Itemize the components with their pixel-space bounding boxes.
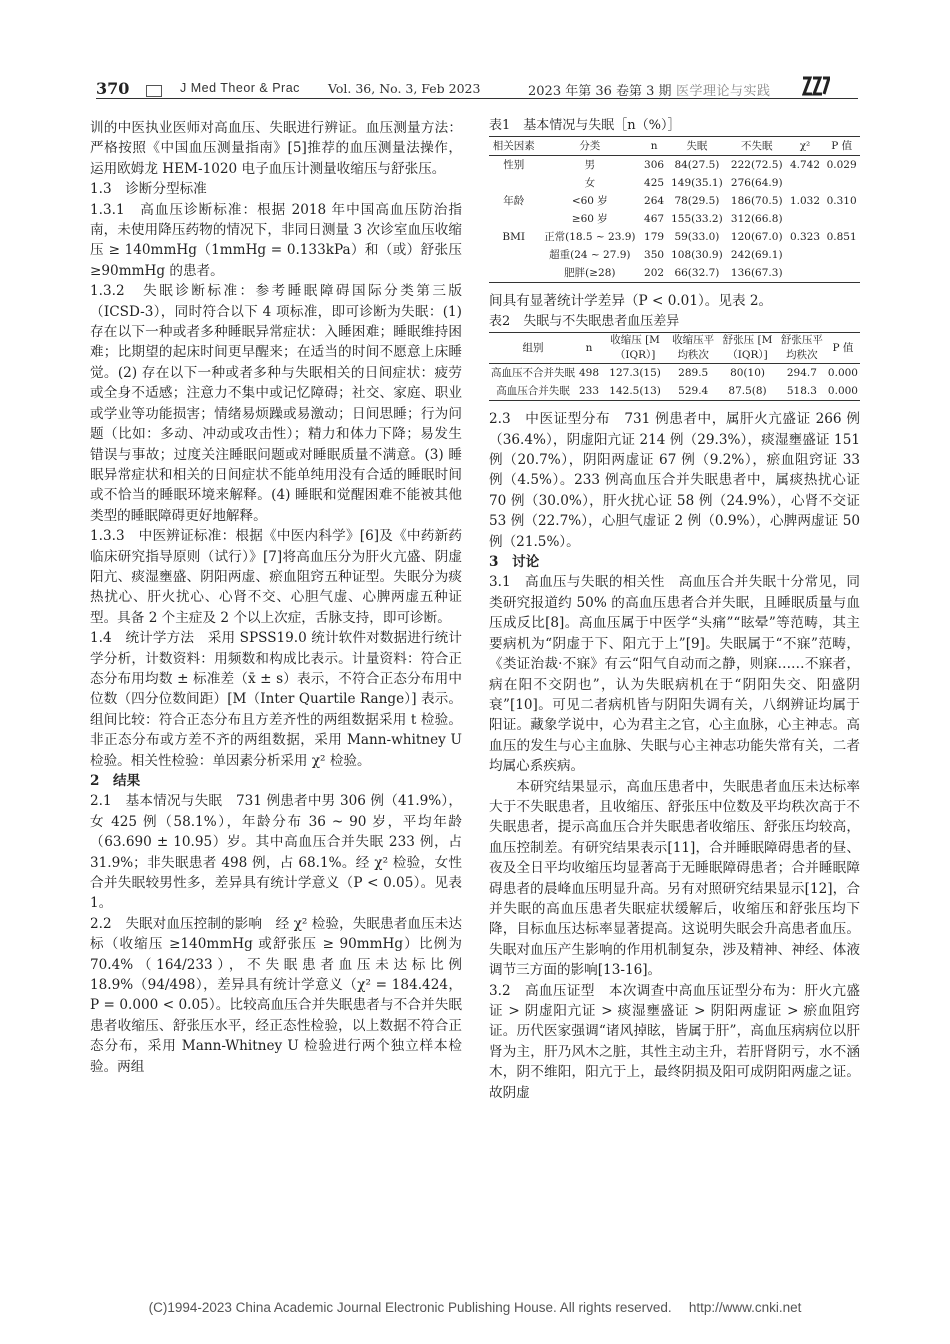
paragraph-bp-measure: 训的中医执业医师对高血压、失眠进行辨证。血压测量方法：严格按照《中国血压测量指南》[5]推荐的血压测量法操作，运用欧姆龙 HEM-1020 电子血压计测量收缩压与舒张压。 xyxy=(90,120,462,177)
running-header xyxy=(96,77,858,103)
table-cell: 312(66.8) xyxy=(730,213,783,226)
heading-3-discussion: 3 讨论 xyxy=(489,554,540,571)
table-cell: 超重(24 ~ 27.9) xyxy=(549,249,631,262)
table-cell: 289.5 xyxy=(678,367,709,380)
table-cell: 264 xyxy=(644,195,665,208)
table-cell xyxy=(489,264,538,283)
table1-header-row xyxy=(489,137,860,156)
table2-header-cell: 舒张压 [M（IQR）] xyxy=(717,333,778,364)
table-row xyxy=(489,246,860,264)
table-row xyxy=(489,264,860,283)
table2-header-cell: 组别 xyxy=(489,333,577,364)
table-cell: 186(70.5) xyxy=(730,195,783,208)
table2-header-cell: n xyxy=(577,333,601,364)
table2-header-row xyxy=(489,333,860,364)
paragraph-3-1: 3.1 高血压与失眠的相关性 高血压合并失眠十分常见，同类研究报道约 50% 的高血压患者合并失眠，且睡眠质量与血压成反比[8]。高血压属于中医学“头痛”“眩晕”等范畴，其主要病机为“阴虚于下、阳亢于上”[9]。失眠属于“不寐”范畴，《类证治裁·不寐》有云“阳气自动而之静，则寐……不寐者，病在阳不交阴也”，认为失眠病机在于“阴阳失交、阳盛阴衰”[10]。可见二者病机皆与阴阳失调有关，八纲辨证均属于阳证。藏象学说中，心为君主之官，心主血脉，心主神志。高血压的发生与心主血脉、失眠与心主神志功能失常有关，二者均属心系疾病。 xyxy=(489,574,860,775)
table-cell: 127.3(15) xyxy=(609,367,661,380)
table-cell: 80(10) xyxy=(730,367,765,380)
paragraph-1-3-3: 1.3.3 中医辨证标准：根据《中医内科学》[6]及《中药新药临床研究指导原则（试行）》[7]将高血压分为肝火亢盛、阴虚阳亢、痰湿壅盛、阴阳两虚、瘀血阻窍五种证型。失眠分为痰热扰心、肝火扰心、心肾不交、心胆气虚、心脾两虚五种证型。具备 2 个主症及 2 个以上次症，舌脉支持，即可诊断。 xyxy=(90,528,462,626)
table2-header-cell: P 值 xyxy=(826,333,860,364)
table-cell xyxy=(489,210,538,228)
table-cell xyxy=(823,246,860,264)
paragraph-3-1-b: 本研究结果显示，高血压患者中，失眠患者血压未达标率大于不失眠患者，且收缩压、舒张压中位数及平均秩次高于不失眠患者，提示高血压合并失眠患者收缩压、舒张压均较高，血压控制差。有研究结果表示[11]，合并睡眠障碍患者的昼、夜及全日平均收缩压均显著高于无睡眠障碍患者；合并睡眠障碍患者的晨峰血压明显升高。另有对照研究结果显示[12]，合并失眠的高血压患者失眠症状缓解后，收缩压和舒张压均下降，目标血压达标率显著提高。这说明失眠会升高患者血压。失眠对血压产生影响的作用机制复杂，涉及精神、神经、体液调节三方面的影响[13-16]。 xyxy=(489,778,860,979)
table-cell: 425 xyxy=(644,177,665,190)
table-cell: 306 xyxy=(644,159,665,172)
header-box-icon xyxy=(146,85,162,97)
paragraph-1-3-1: 1.3.1 高血压诊断标准：根据 2018 年中国高血压防治指南，未使用降压药物的情况下，非同日测量 3 次诊室血压收缩压 ≥ 140mmHg（1mmHg = 0.133kPa）和（或）舒张压≥90mmHg 的患者。 xyxy=(90,201,462,279)
table2 xyxy=(489,332,860,401)
table-cell: 149(35.1) xyxy=(671,177,723,190)
table-cell: 女 xyxy=(584,177,596,190)
table-cell: 59(33.0) xyxy=(674,231,720,244)
table-cell: 222(72.5) xyxy=(730,159,783,172)
volume-info: Vol. 36, No. 3, Feb 2023 xyxy=(328,81,481,96)
table-cell: 0.000 xyxy=(827,367,858,380)
table-cell: 518.3 xyxy=(778,382,826,401)
table-cell: 179 xyxy=(644,231,665,244)
table-row xyxy=(489,210,860,228)
table-cell: ≥60 岁 xyxy=(571,213,608,226)
table-cell xyxy=(787,210,824,228)
left-column xyxy=(90,118,462,1077)
table1-header-cell: 不失眠 xyxy=(727,137,787,156)
table-cell: 0.000 xyxy=(826,382,860,401)
table-cell: 350 xyxy=(644,249,665,262)
table-cell: 202 xyxy=(641,264,667,283)
table-cell: 142.5(13) xyxy=(601,382,669,401)
paragraph-2-3: 2.3 中医证型分布 731 例患者中，属肝火亢盛证 266 例（36.4%），阴虚阳亢证 214 例（29.3%），痰湿壅盛证 151 例（20.7%），阴阳两虚证 67 例（9.2%），瘀血阻窍证 33 例（4.5%）。233 例高血压合并失眠患者中，属痰热扰心证 70 例（30.0%），肝火扰心证 58 例（24.9%），心肾不交证 53 例（22.7%），心胆气虚证 2 例（0.9%），心脾两虚证 50 例（21.5%）。 xyxy=(489,411,860,550)
table-cell: 性别 xyxy=(503,159,525,172)
table-cell: 0.310 xyxy=(826,195,857,208)
table1-header-cell: 相关因素 xyxy=(489,137,538,156)
table-cell xyxy=(787,174,824,192)
table-cell: 年龄 xyxy=(503,195,525,208)
table-cell: 84(27.5) xyxy=(674,159,720,172)
table-row xyxy=(489,382,860,401)
table1-title: 表1 基本情况与失眠［n（%）］ xyxy=(489,118,681,133)
table-cell: 87.5(8) xyxy=(717,382,778,401)
table2-title: 表2 失眠与不失眠患者血压差异 xyxy=(489,313,680,329)
table-cell: 498 xyxy=(579,367,600,380)
table-cell: 276(64.9) xyxy=(730,177,783,190)
table-cell: 120(67.0) xyxy=(730,231,783,244)
table-cell: 高血压合并失眠 xyxy=(489,382,577,401)
table-row xyxy=(489,228,860,246)
paragraph-3-2: 3.2 高血压证型 本次调查中高血压证型分布为：肝火亢盛证 > 阴虚阳亢证 > 痰湿壅盛证 > 阴阳两虚证 > 瘀血阻窍证。历代医家强调“诸风掉眩，皆属于肝”，高血压病病位以肝肾为主，肝乃风木之脏，其性主动主升，若肝肾阴亏，水不涵木，阴不维阳，阳亢于上，最终阴损及阳可成阴阳两虚之证。故阴虚 xyxy=(489,982,860,1101)
table-cell: 肥胖(≥28) xyxy=(538,264,641,283)
table1-header-cell: 失眠 xyxy=(667,137,727,156)
table1-header-cell: χ² xyxy=(787,137,824,156)
table-cell: 男 xyxy=(584,159,596,172)
table-cell: 242(69.1) xyxy=(730,249,783,262)
table-cell: 4.742 xyxy=(789,159,820,172)
table-cell: 108(30.9) xyxy=(671,249,723,262)
header-rule xyxy=(96,98,858,99)
journal-name-cn: 医学理论与实践 xyxy=(676,84,771,99)
right-column xyxy=(489,116,860,1103)
table-cell: 0.029 xyxy=(826,159,857,172)
heading-1-3: 1.3 诊断分型标准 xyxy=(90,181,207,198)
table1-header-cell: P 值 xyxy=(823,137,860,156)
table-cell: 0.851 xyxy=(826,231,857,244)
table-cell: 467 xyxy=(644,213,665,226)
table2-header-cell: 收缩压平均秩次 xyxy=(669,333,717,364)
table-cell: 233 xyxy=(577,382,601,401)
table1-header-cell: n xyxy=(641,137,667,156)
table-cell: 高血压不合并失眠 xyxy=(491,367,575,380)
table-cell: BMI xyxy=(502,231,526,244)
table-cell: 155(33.2) xyxy=(671,213,723,226)
table-row xyxy=(489,192,860,210)
paragraph-continuation: 间具有显著统计学差异（P < 0.01）。见表 2。 xyxy=(489,293,773,310)
table-cell xyxy=(489,174,538,192)
table1-header-cell: 分类 xyxy=(538,137,641,156)
table-cell: 1.032 xyxy=(789,195,820,208)
table-cell: 529.4 xyxy=(669,382,717,401)
heading-2-results: 2 结果 xyxy=(90,773,141,789)
table-cell xyxy=(823,264,860,283)
table-cell xyxy=(787,264,824,283)
table-cell: 66(32.7) xyxy=(667,264,727,283)
paragraph-1-4: 1.4 统计学方法 采用 SPSS19.0 统计软件对数据进行统计学分析，计数资料：用频数和构成比表示。计量资料：符合正态分布用均数 ± 标准差（x̄ ± s）表示，不符合正态分布用中位数（四分位数间距）[M（Inter Quartile Range）] 表示。组间比较：符合正态分布且方差齐性的两组数据采用 t 检验。非正态分布或方差不齐的两组数据，采用 Mann-whitney U 检验。相关性检验：单因素分析采用 χ² 检验。 xyxy=(90,630,462,769)
journal-name-en: J Med Theor & Prac xyxy=(180,81,300,95)
table2-header-cell: 收缩压 [M（IQR）] xyxy=(601,333,669,364)
table2-header-cell: 舒张压平均秩次 xyxy=(778,333,826,364)
table-cell: 正常(18.5 ~ 23.9) xyxy=(544,231,636,244)
paragraph-2-1: 2.1 基本情况与失眠 731 例患者中男 306 例（41.9%），女 425 例（58.1%），年龄分布 36 ~ 90 岁，平均年龄（63.690 ± 10.95）岁。其中高血压合并失眠 233 例，占 31.9%；非失眠患者 498 例，占 68.1%。经 χ² 检验，女性合并失眠较男性多，差异具有统计学意义（P < 0.05）。见表 1。 xyxy=(90,793,462,912)
table1 xyxy=(489,136,860,283)
paragraph-2-2: 2.2 失眠对血压控制的影响 经 χ² 检验，失眠患者血压未达标（收缩压 ≥140mmHg 或舒张压 ≥ 90mmHg）比例为 70.4%（164/233），不失眠患者血压未达标比例 18.9%（94/498），差异具有统计学意义（χ² = 184.424，P = 0.000 < 0.05）。比较高血压合并失眠患者与不合并失眠患者收缩压、舒张压水平，经正态性检验，以上数据不符合正态分布，采用 Mann-Whitney U 检验进行两个独立样本检验。两组 xyxy=(90,915,462,1075)
table-row xyxy=(489,156,860,175)
table-cell: 294.7 xyxy=(786,367,817,380)
table-cell: 136(67.3) xyxy=(727,264,787,283)
copyright-footer: (C)1994-2023 China Academic Journal Electronic Publishing House. All rights reserved. http://www.cnki.net xyxy=(148,1300,802,1315)
table-cell: 78(29.5) xyxy=(674,195,720,208)
table-row xyxy=(489,174,860,192)
issue-info-cn: 2023 年第 36 卷第 3 期 xyxy=(528,84,672,99)
paragraph-1-3-2: 1.3.2 失眠诊断标准：参考睡眠障碍国际分类第三版（ICSD-3），同时符合以下 4 项标准，即可诊断为失眠：(1) 存在以下一种或者多种睡眠异常症状：入睡困难；睡眠维持困难；比期望的起床时间更早醒来；在适当的时间不愿意上床睡觉。(2) 存在以下一种或者多种与失眠相关的日间症状：疲劳或全身不适感；注意力不集中或记忆障碍；社交、家庭、职业或学业等功能损害；情绪易烦躁或易激动；日间思睡；行为问题（比如：多动、冲动或攻击性）；精力和体力下降；易发生错误与事故；过度关注睡眠问题或对睡眠质量不满意。(3) 睡眠异常症状和相关的日间症状不能单纯用没有合适的睡眠时间或不恰当的睡眠环境来解释。(4) 睡眠和觉醒困难不能被其他类型的睡眠障碍更好地解释。 xyxy=(90,283,462,524)
table-cell xyxy=(489,246,538,264)
table-cell xyxy=(823,174,860,192)
journal-logo-icon xyxy=(802,75,830,97)
table-cell: 0.323 xyxy=(789,231,820,244)
table-cell: <60 岁 xyxy=(571,195,608,208)
table-cell xyxy=(823,210,860,228)
page-number: 370 xyxy=(96,79,130,98)
table-row xyxy=(489,364,860,383)
table-cell xyxy=(787,246,824,264)
